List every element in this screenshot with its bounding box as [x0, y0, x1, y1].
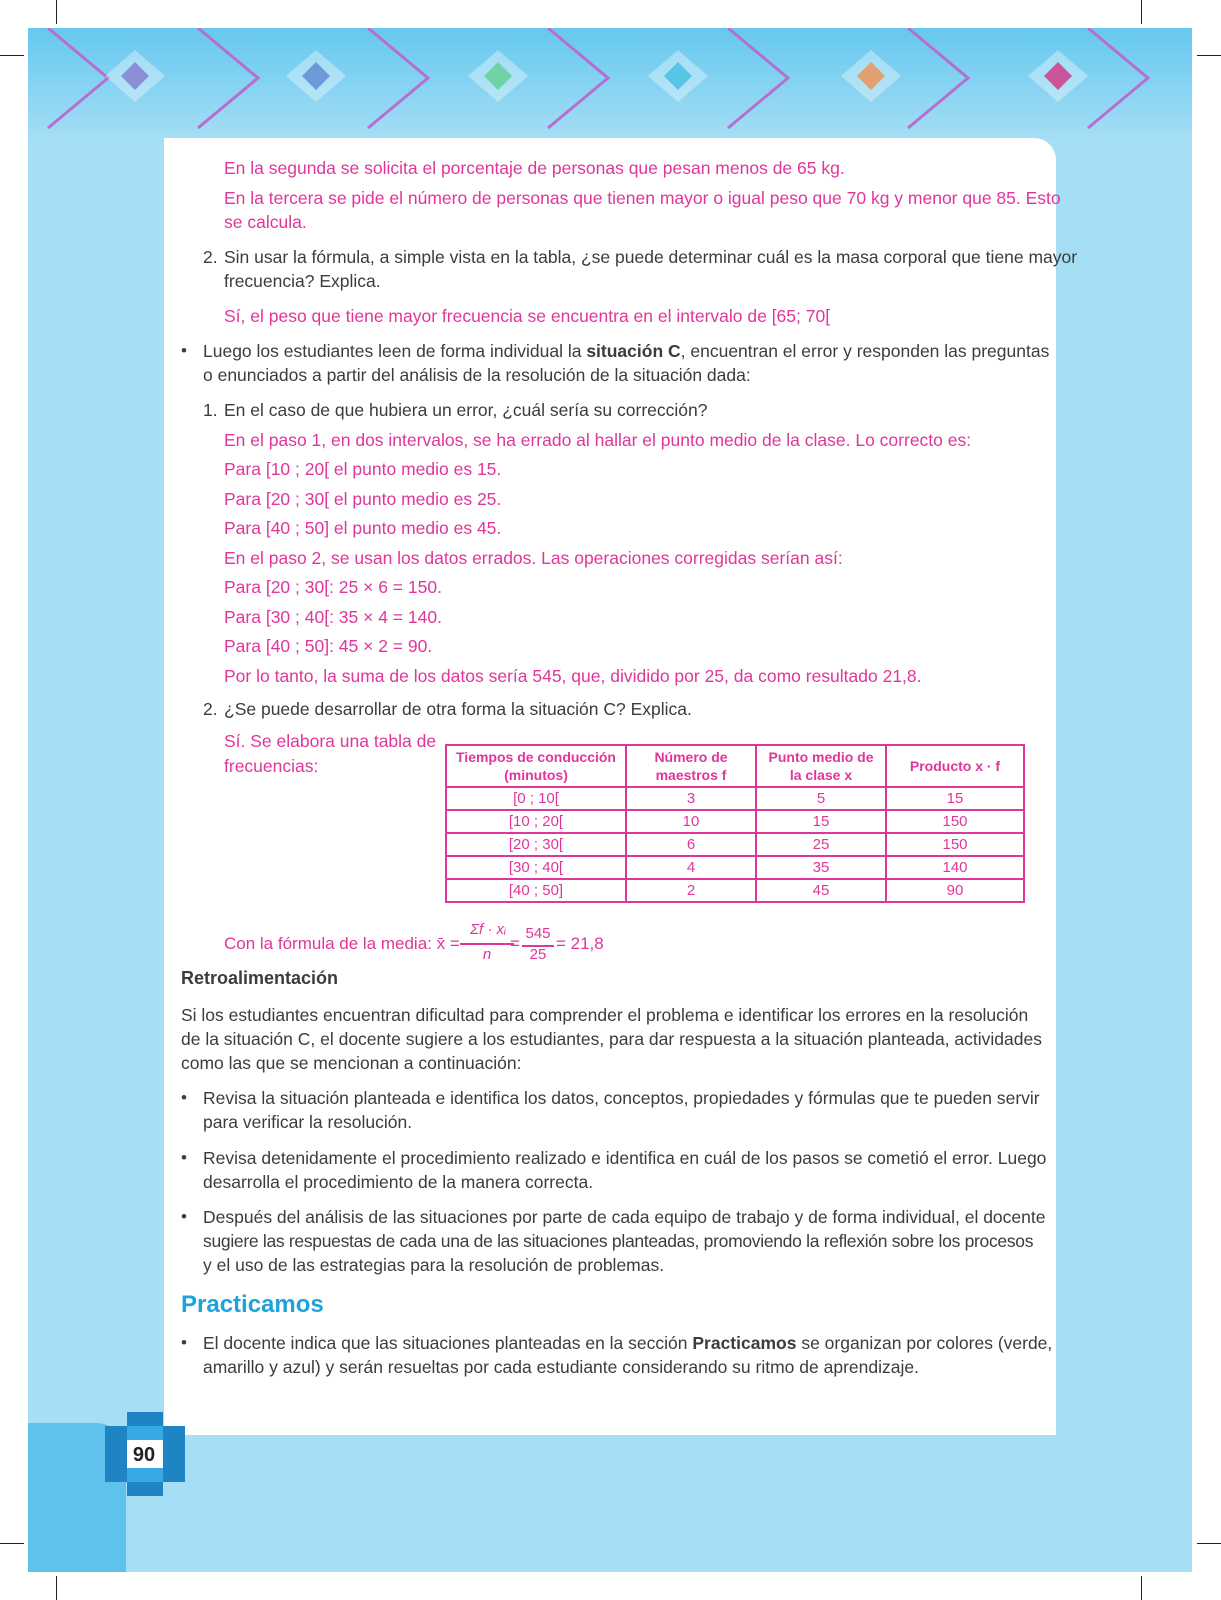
table-row: [446, 833, 1024, 856]
table-cell: 5: [756, 787, 886, 810]
decorative-pattern: [28, 28, 1192, 140]
table-cell: [0 ; 10[: [446, 787, 626, 810]
decorative-header-band: [28, 28, 1192, 140]
answer-text: Para [20 ; 30[ el punto medio es 25.: [224, 489, 502, 509]
formula-denominator: 25: [529, 946, 547, 963]
bullet: •: [181, 341, 187, 360]
question-number: 1.: [203, 400, 218, 420]
table-cell: 6: [626, 833, 756, 856]
formula-result: = 21,8: [556, 934, 604, 953]
answer-text: Para [40 ; 50] el punto medio es 45.: [224, 518, 502, 538]
formula-denominator: n: [482, 946, 492, 963]
formula-label: Con la fórmula de la media: x̄ =: [224, 934, 460, 953]
page-number: 90: [132, 1444, 156, 1466]
table-row: [446, 879, 1024, 902]
table-header-row: [446, 745, 1024, 787]
table-header: Tiempos de conducción (minutos): [446, 745, 626, 787]
question-text: ¿Se puede desarrollar de otra forma la situación C? Explica.: [224, 699, 692, 719]
bullet-text: sugiere las respuestas de cada una de las situaciones planteadas, promoviendo la reflexión sobre los procesos: [203, 1231, 1034, 1251]
bullet: •: [181, 1333, 187, 1352]
question-text: frecuencia? Explica.: [224, 271, 381, 291]
bullet-text: y el uso de las estrategias para la resolución de problemas.: [203, 1255, 665, 1275]
question-number: 2.: [203, 699, 218, 719]
bullet-text: El docente indica que las situaciones planteadas en la sección Practicamos se organizan por colores (verde,: [203, 1333, 1053, 1353]
table-cell: 15: [886, 787, 1024, 810]
table-cell: 150: [886, 810, 1024, 833]
bullet-text: amarillo y azul) y serán resueltas por cada estudiante considerando su ritmo de aprendizaje.: [203, 1357, 919, 1377]
bullet-text: desarrolla el procedimiento de la manera correcta.: [203, 1172, 594, 1192]
table-cell: [10 ; 20[: [446, 810, 626, 833]
answer-text: frecuencias:: [224, 756, 319, 776]
answer-text: Para [20 ; 30[: 25 × 6 = 150.: [224, 577, 442, 597]
answer-text: En la segunda se solicita el porcentaje de personas que pesan menos de 65 kg.: [224, 158, 845, 178]
table-cell: [20 ; 30[: [446, 833, 626, 856]
paragraph-text: Si los estudiantes encuentran dificultad para comprender el problema e identificar los errores en la resolución: [181, 1005, 1029, 1025]
answer-text: Para [30 ; 40[: 35 × 4 = 140.: [224, 607, 442, 627]
crop-mark: [0, 1543, 24, 1544]
crop-mark: [1197, 55, 1221, 56]
crop-mark: [0, 55, 24, 56]
section-heading-practicamos: Practicamos: [181, 1291, 324, 1318]
crop-mark: [56, 0, 57, 24]
answer-text: En la tercera se pide el número de personas que tienen mayor o igual peso que 70 kg y menor que 85. Esto: [224, 188, 1061, 208]
answer-text: Para [40 ; 50]: 45 × 2 = 90.: [224, 636, 433, 656]
answer-text: Sí, el peso que tiene mayor frecuencia se encuentra en el intervalo de [65; 70[: [224, 306, 831, 326]
bullet: •: [181, 1088, 187, 1107]
answer-text: se calcula.: [224, 212, 307, 232]
table-row: [446, 787, 1024, 810]
answer-text: Por lo tanto, la suma de los datos sería 545, que, dividido por 25, da como resultado 21,8.: [224, 666, 922, 686]
bullet-text: para verificar la resolución.: [203, 1112, 413, 1132]
table-cell: 15: [756, 810, 886, 833]
formula-numerator: Σf · xᵢ: [470, 921, 506, 938]
crop-mark: [1197, 1543, 1221, 1544]
question-text: En el caso de que hubiera un error, ¿cuál sería su corrección?: [224, 400, 708, 420]
bullet-text: Revisa la situación planteada e identifica los datos, conceptos, propiedades y fórmulas que te pueden servir: [203, 1088, 1040, 1108]
table-row: [446, 856, 1024, 879]
table-cell: 4: [626, 856, 756, 879]
table-cell: 3: [626, 787, 756, 810]
frequency-table: [445, 744, 1025, 903]
fraction-bar: [460, 943, 514, 945]
bullet-text: o enunciados a partir del análisis de la resolución de la situación dada:: [203, 365, 751, 385]
formula-equals: =: [510, 934, 520, 953]
table-row: [446, 810, 1024, 833]
paragraph-text: de la situación C, el docente sugiere a los estudiantes, para dar respuesta a la situación planteada, actividades: [181, 1029, 1042, 1049]
answer-text: Sí. Se elabora una tabla de: [224, 731, 437, 751]
table-cell: 35: [756, 856, 886, 879]
table-cell: 90: [886, 879, 1024, 902]
table-header: Producto x · f: [886, 745, 1024, 787]
table-header: Número de maestros f: [626, 745, 756, 787]
table-cell: 45: [756, 879, 886, 902]
formula-numerator: 545: [525, 925, 551, 942]
bullet-text: Luego los estudiantes leen de forma individual la situación C, encuentran el error y responden las preguntas: [203, 341, 1050, 361]
table-cell: 140: [886, 856, 1024, 879]
bullet: •: [181, 1207, 187, 1226]
table-cell: 10: [626, 810, 756, 833]
table-cell: 25: [756, 833, 886, 856]
crop-mark: [56, 1576, 57, 1600]
table-cell: 2: [626, 879, 756, 902]
answer-text: Para [10 ; 20[ el punto medio es 15.: [224, 459, 502, 479]
section-heading: Retroalimentación: [181, 968, 339, 988]
bullet: •: [181, 1148, 187, 1167]
answer-text: En el paso 2, se usan los datos errados. Las operaciones corregidas serían así:: [224, 548, 843, 568]
question-text: Sin usar la fórmula, a simple vista en la tabla, ¿se puede determinar cuál es la masa corporal que tiene mayor: [224, 247, 1078, 267]
table-header: Punto medio de la clase x: [756, 745, 886, 787]
bullet-text: Después del análisis de las situaciones por parte de cada equipo de trabajo y de forma individual, el docente: [203, 1207, 1046, 1227]
answer-text: En el paso 1, en dos intervalos, se ha errado al hallar el punto medio de la clase. Lo correcto es:: [224, 430, 972, 450]
crop-mark: [1141, 1576, 1142, 1600]
table-cell: [40 ; 50]: [446, 879, 626, 902]
bullet-text: Revisa detenidamente el procedimiento realizado e identifica en cuál de los pasos se cometió el error. Luego: [203, 1148, 1047, 1168]
table-cell: [30 ; 40[: [446, 856, 626, 879]
paragraph-text: como las que se mencionan a continuación:: [181, 1053, 522, 1073]
crop-mark: [1141, 0, 1142, 24]
table-cell: 150: [886, 833, 1024, 856]
question-number: 2.: [203, 247, 218, 267]
